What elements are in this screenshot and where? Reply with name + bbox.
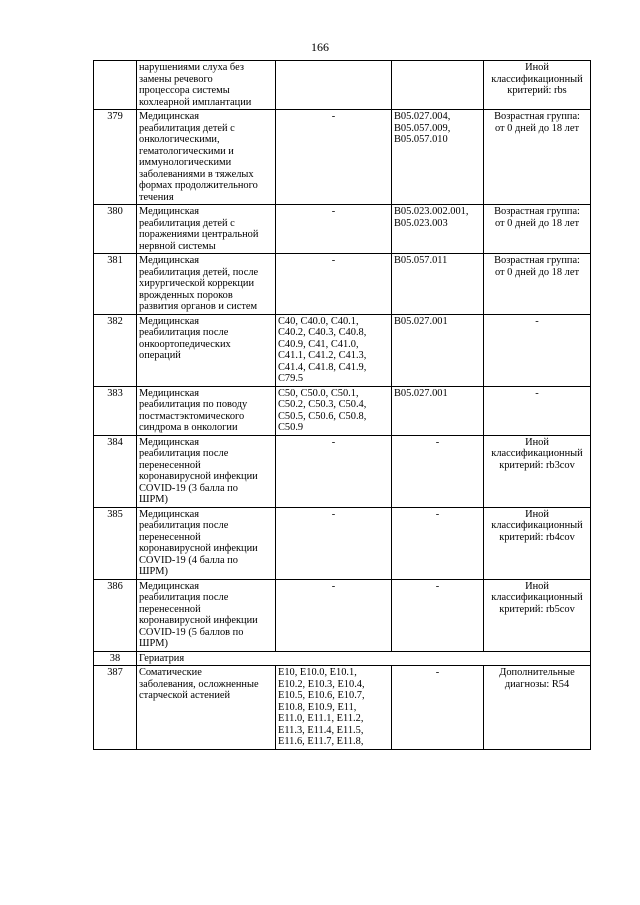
service-codes-line: B05.027.001 <box>394 315 448 327</box>
table-row <box>94 314 591 386</box>
classification-criteria <box>484 507 591 579</box>
group-name-line: Соматические <box>139 667 202 678</box>
classification-criteria <box>484 314 591 386</box>
icd-codes-line: C40.9, C41, C41.0, <box>278 338 359 350</box>
group-name-line: заболеваниями в тяжелых <box>139 168 254 180</box>
group-name-line: Медицинская <box>139 206 199 217</box>
group-name-line: замены речевого <box>139 73 213 85</box>
group-name <box>137 579 276 651</box>
classification-criteria-line: Возрастная группа: <box>494 111 580 122</box>
table-row <box>94 666 591 750</box>
row-number: 385 <box>94 507 137 579</box>
service-codes-line: - <box>435 667 440 678</box>
icd-codes-line: C41.4, C41.8, C41.9, <box>278 361 367 373</box>
group-name-line: кохлеарной имплантации <box>139 96 252 108</box>
classification-criteria-line: классификационный <box>491 73 583 85</box>
group-name <box>137 435 276 507</box>
group-name-line: реабилитация после <box>139 327 229 338</box>
group-name-line: реабилитация детей с <box>139 122 235 134</box>
table-body <box>94 61 591 750</box>
service-codes <box>392 435 484 507</box>
icd-codes-line: C41.1, C41.2, C41.3, <box>278 350 367 361</box>
icd-codes <box>276 110 392 205</box>
page-number: 166 <box>311 40 329 54</box>
group-name-line: COVID-19 (4 балла по <box>139 554 238 566</box>
service-codes <box>392 314 484 386</box>
group-name-line: заболевания, осложненные <box>139 678 259 690</box>
icd-codes-line: E11.3, E11.4, E11.5, <box>278 724 364 736</box>
classification-criteria-line: Дополнительные <box>499 667 575 678</box>
table-row <box>94 110 591 205</box>
group-name-line: онкологическими, <box>139 134 220 145</box>
service-codes-line: - <box>435 508 440 520</box>
row-number: 384 <box>94 435 137 507</box>
icd-codes-line: E10.2, E10.3, E10.4, <box>278 678 365 690</box>
classification-criteria-line: Возрастная группа: <box>494 206 580 217</box>
group-name-line: Медицинская <box>139 111 199 122</box>
service-codes-line: B05.027.004, <box>394 111 451 122</box>
icd-codes-line: C50.2, C50.3, C50.4, <box>278 399 367 410</box>
ksg-table <box>93 60 591 750</box>
service-codes-line: B05.023.003 <box>394 217 448 229</box>
service-codes <box>392 254 484 315</box>
service-codes-line: B05.027.001 <box>394 387 448 399</box>
icd-codes-line: C50, C50.0, C50.1, <box>278 387 359 399</box>
group-name <box>137 507 276 579</box>
classification-criteria-line: от 0 дней до 18 лет <box>494 217 579 229</box>
group-name-line: старческой астенией <box>139 690 231 701</box>
group-name-line: реабилитация после <box>139 448 229 459</box>
classification-criteria <box>484 254 591 315</box>
group-name-line: Медицинская <box>139 255 199 266</box>
group-name-line: нервной системы <box>139 240 216 252</box>
classification-criteria <box>484 205 591 254</box>
classification-criteria-line: Иной <box>525 436 549 448</box>
service-codes <box>392 110 484 205</box>
service-codes <box>392 579 484 651</box>
icd-codes <box>276 507 392 579</box>
icd-codes <box>276 386 392 435</box>
group-name-line: ШРМ) <box>139 566 168 577</box>
group-name-line: реабилитация после <box>139 520 229 531</box>
row-number: 382 <box>94 314 137 386</box>
group-name-line: синдрома в онкологии <box>139 422 238 433</box>
group-name-line: перенесенной <box>139 603 201 615</box>
icd-codes-line: - <box>331 580 336 592</box>
service-codes-line: B05.057.011 <box>394 255 448 266</box>
service-codes-line: B05.057.010 <box>394 134 448 145</box>
icd-codes <box>276 666 392 750</box>
classification-criteria-line: критерий: rb4cov <box>499 531 575 543</box>
group-name-line: коронавирусной инфекции <box>139 615 258 626</box>
icd-codes <box>276 205 392 254</box>
group-name-line: коронавирусной инфекции <box>139 543 258 554</box>
icd-codes-line: C79.5 <box>278 373 304 384</box>
classification-criteria-line: Иной <box>525 580 549 592</box>
row-number: 387 <box>94 666 137 750</box>
icd-codes <box>276 435 392 507</box>
classification-criteria <box>484 110 591 205</box>
table-row <box>94 254 591 315</box>
group-name-line: развития органов и систем <box>139 301 258 312</box>
classification-criteria-line: классификационный <box>491 448 583 459</box>
classification-criteria-line: критерий: rb5cov <box>499 603 575 615</box>
table-row <box>94 386 591 435</box>
group-name-line: Медицинская <box>139 315 199 327</box>
row-number: 379 <box>94 110 137 205</box>
classification-criteria-line: Иной <box>525 508 549 520</box>
classification-criteria <box>484 435 591 507</box>
icd-codes-line: C40, C40.0, C40.1, <box>278 315 359 327</box>
icd-codes-line: E11.0, E11.1, E11.2, <box>278 713 364 724</box>
icd-codes-line: E10.8, E10.9, E11, <box>278 701 357 713</box>
service-codes-line: - <box>435 436 440 448</box>
group-name-line: поражениями центральной <box>139 229 259 240</box>
table-row <box>94 205 591 254</box>
icd-codes-line: - <box>331 436 336 448</box>
row-number: 381 <box>94 254 137 315</box>
classification-criteria <box>484 579 591 651</box>
service-codes-line: B05.057.009, <box>394 122 451 134</box>
group-name-line: Медицинская <box>139 580 199 592</box>
icd-codes-line: E11.6, E11.7, E11.8, <box>278 736 364 747</box>
group-name-line: гематологическими и <box>139 145 234 157</box>
classification-criteria-line: критерий: rb3cov <box>499 459 575 471</box>
group-name-line: реабилитация детей, после <box>139 266 259 278</box>
group-name-line: перенесенной <box>139 531 201 543</box>
group-name-line: Медицинская <box>139 387 199 399</box>
row-number: 380 <box>94 205 137 254</box>
section-row <box>94 651 591 666</box>
group-name-line: постмастэктомического <box>139 410 245 422</box>
group-name-line: Медицинская <box>139 436 199 448</box>
service-codes <box>392 666 484 750</box>
service-codes-line: - <box>435 580 440 592</box>
group-name-line: Медицинская <box>139 508 199 520</box>
icd-codes <box>276 254 392 315</box>
icd-codes <box>276 579 392 651</box>
icd-codes <box>276 61 392 110</box>
classification-criteria-line: классификационный <box>491 520 583 531</box>
icd-codes-line: E10.5, E10.6, E10.7, <box>278 690 365 701</box>
group-name <box>137 314 276 386</box>
icd-codes-line: C40.2, C40.3, C40.8, <box>278 327 367 338</box>
group-name-line: процессора системы <box>139 85 230 96</box>
group-name <box>137 254 276 315</box>
group-name-line: коронавирусной инфекции <box>139 471 258 482</box>
group-name-line: операций <box>139 350 181 361</box>
row-number: 383 <box>94 386 137 435</box>
group-name-line: нарушениями слуха без <box>139 62 244 73</box>
classification-criteria-line: критерий: rbs <box>507 85 567 96</box>
table-row <box>94 507 591 579</box>
group-name-line: ШРМ) <box>139 638 168 649</box>
service-codes-line: B05.023.002.001, <box>394 206 469 217</box>
icd-codes-line: C50.5, C50.6, C50.8, <box>278 410 367 422</box>
classification-criteria-line: диагнозы: R54 <box>504 678 570 690</box>
icd-codes <box>276 314 392 386</box>
classification-criteria-line: классификационный <box>491 592 583 603</box>
icd-codes-line: - <box>331 111 336 122</box>
group-name-line: формах продолжительного <box>139 180 258 191</box>
icd-codes-line: E10, E10.0, E10.1, <box>278 667 357 678</box>
row-number <box>94 61 137 110</box>
service-codes <box>392 507 484 579</box>
group-name-line: COVID-19 (5 баллов по <box>139 626 244 638</box>
group-name-line: течения <box>139 191 174 203</box>
service-codes <box>392 61 484 110</box>
group-name <box>137 61 276 110</box>
table-row <box>94 61 591 110</box>
classification-criteria-line: от 0 дней до 18 лет <box>494 266 579 278</box>
group-name-line: COVID-19 (3 балла по <box>139 482 238 494</box>
classification-criteria-line: - <box>535 387 539 399</box>
classification-criteria <box>484 386 591 435</box>
group-name <box>137 386 276 435</box>
group-name-line: онкоортопедических <box>139 338 231 350</box>
classification-criteria-line: Возрастная группа: <box>494 255 580 266</box>
group-name-line: реабилитация детей с <box>139 217 235 229</box>
group-name-line: ШРМ) <box>139 494 168 505</box>
icd-codes-line: - <box>331 508 336 520</box>
classification-criteria <box>484 666 591 750</box>
classification-criteria-line: - <box>535 315 539 327</box>
group-name-line: реабилитация после <box>139 592 229 603</box>
icd-codes-line: - <box>331 255 336 266</box>
table-row <box>94 579 591 651</box>
group-name-line: перенесенной <box>139 459 201 471</box>
classification-criteria-line: от 0 дней до 18 лет <box>494 122 579 134</box>
row-number: 386 <box>94 579 137 651</box>
service-codes <box>392 386 484 435</box>
classification-criteria <box>484 61 591 110</box>
section-title: Гериатрия <box>137 651 591 666</box>
group-name-line: хирургической коррекции <box>139 278 255 289</box>
group-name-line: врожденных пороков <box>139 289 233 301</box>
service-codes <box>392 205 484 254</box>
section-number: 38 <box>94 651 137 666</box>
icd-codes-line: C50.9 <box>278 422 304 433</box>
table-row <box>94 435 591 507</box>
classification-criteria-line: Иной <box>525 62 549 73</box>
group-name <box>137 110 276 205</box>
icd-codes-line: - <box>331 206 336 217</box>
group-name-line: иммунологическими <box>139 157 232 168</box>
group-name <box>137 666 276 750</box>
group-name <box>137 205 276 254</box>
group-name-line: реабилитация по поводу <box>139 399 248 410</box>
